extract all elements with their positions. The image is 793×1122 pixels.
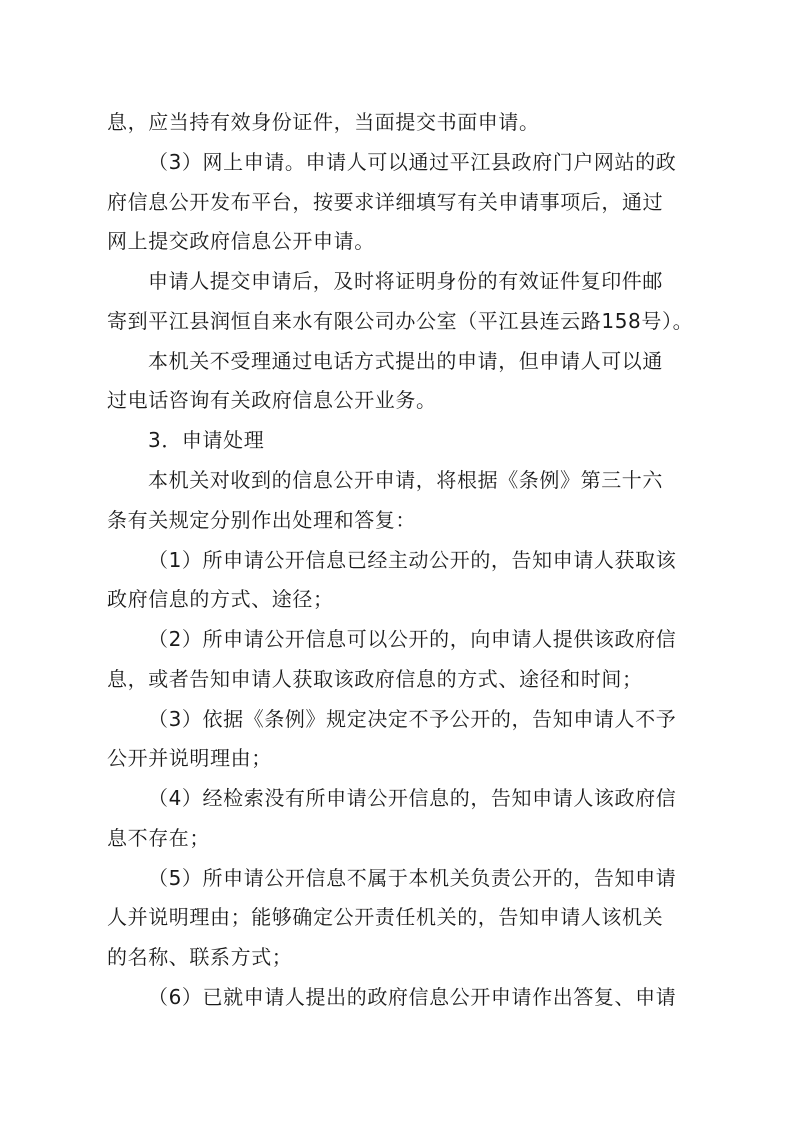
text-line: 网上提交政府信息公开申请。: [107, 229, 375, 253]
text-line: 过电话咨询有关政府信息公开业务。: [107, 388, 437, 412]
text-line: （4）经检索没有所申请公开信息的，告知申请人该政府信: [148, 786, 677, 810]
text-line: （3）依据《条例》规定决定不予公开的，告知申请人不予: [148, 707, 677, 731]
text-line: 府信息公开发布平台，按要求详细填写有关申请事项后，通过: [107, 190, 664, 214]
text-line: 息，应当持有效身份证件，当面提交书面申请。: [107, 110, 540, 134]
text-line: （2）所申请公开信息可以公开的，向申请人提供该政府信: [148, 627, 677, 651]
text-line: （3）网上申请。申请人可以通过平江县政府门户网站的政: [148, 150, 677, 174]
text-line: 申请人提交申请后，及时将证明身份的有效证件复印件邮: [148, 269, 663, 293]
text-line: 的名称、联系方式；: [107, 945, 293, 969]
text-line: 条有关规定分别作出处理和答复：: [107, 508, 416, 532]
text-line: 本机关不受理通过电话方式提出的申请，但申请人可以通: [148, 349, 663, 373]
text-line: 息不存在；: [107, 826, 210, 850]
text-line: 人并说明理由；能够确定公开责任机关的，告知申请人该机关: [107, 905, 664, 929]
section-heading: 3．申请处理: [148, 428, 265, 452]
text-line: （6）已就申请人提出的政府信息公开申请作出答复、申请: [148, 985, 677, 1009]
text-line: （5）所申请公开信息不属于本机关负责公开的，告知申请: [148, 866, 677, 890]
text-line: 政府信息的方式、途径；: [107, 587, 334, 611]
text-line: 息，或者告知申请人获取该政府信息的方式、途径和时间；: [107, 667, 643, 691]
text-line: 公开并说明理由；: [107, 746, 272, 770]
text-line: （1）所申请公开信息已经主动公开的，告知申请人获取该: [148, 548, 677, 572]
text-line: 寄到平江县润恒自来水有限公司办公室（平江县连云路158号）。: [107, 309, 694, 333]
text-line: 本机关对收到的信息公开申请，将根据《条例》第三十六: [148, 468, 663, 492]
